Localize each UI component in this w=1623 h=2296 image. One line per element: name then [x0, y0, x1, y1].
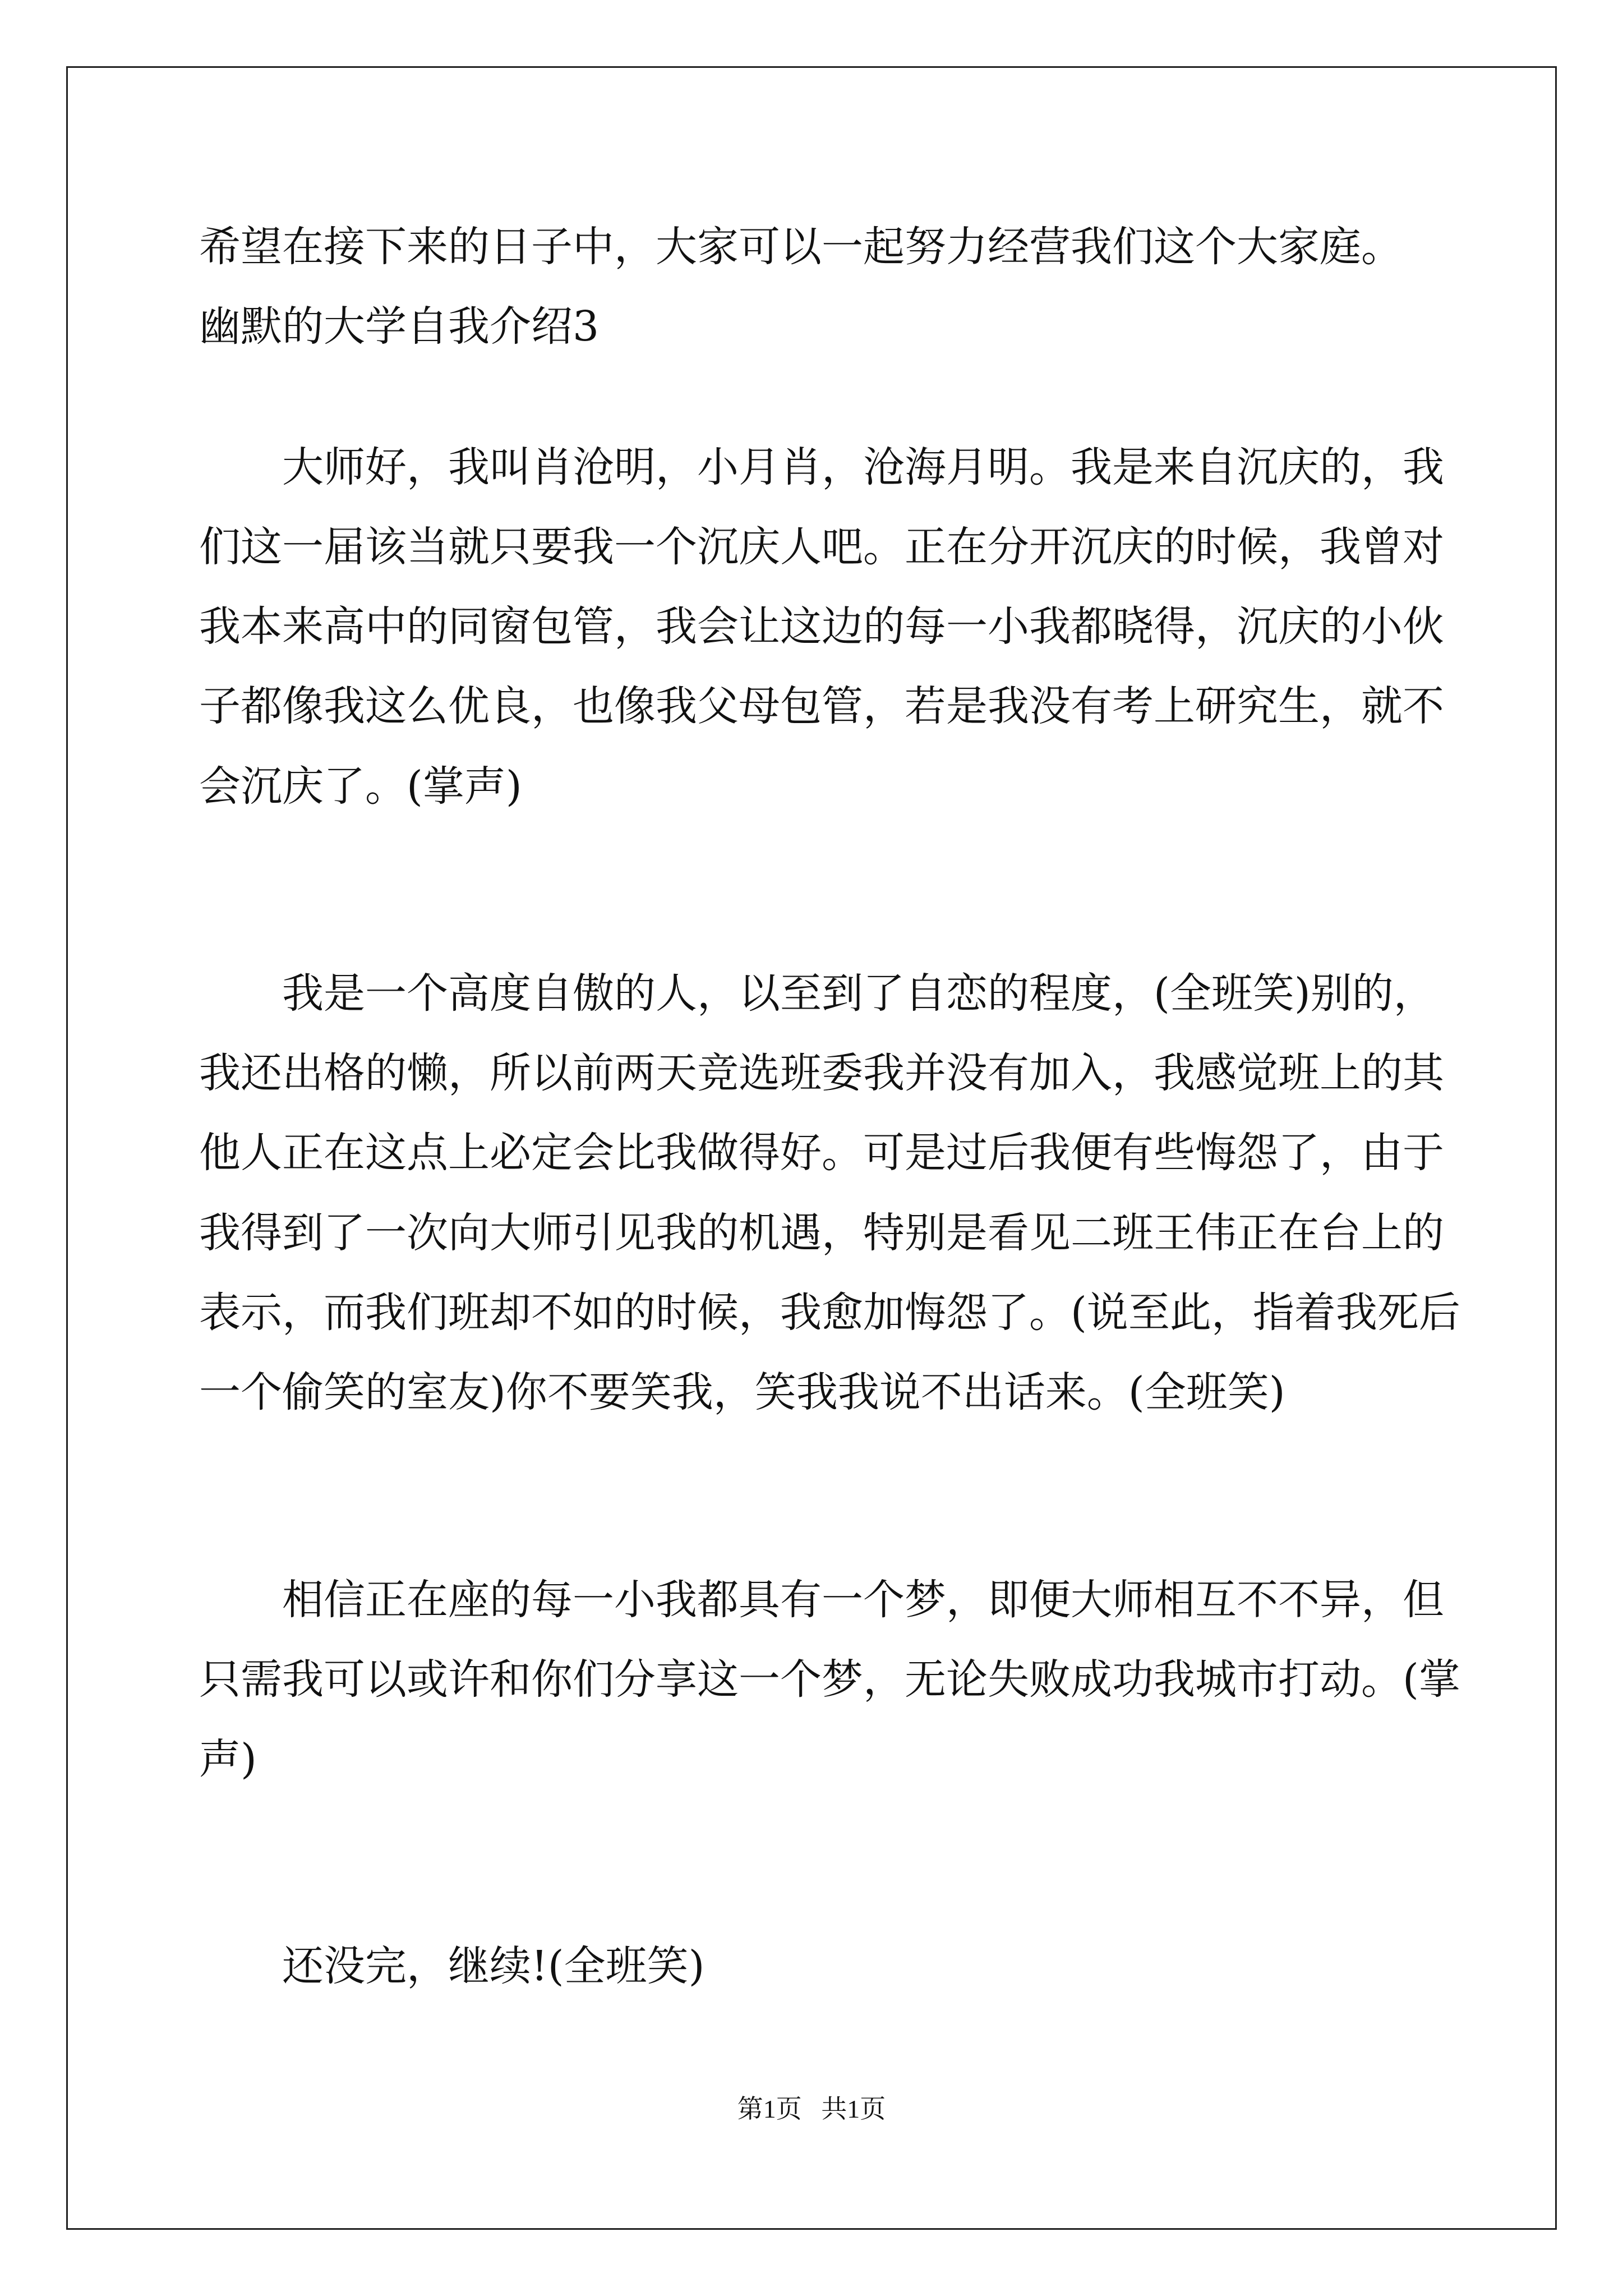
body-line: 还没完，继续!(全班笑) — [282, 1942, 705, 1990]
body-line: 声) — [199, 1735, 257, 1783]
body-line: 我本来高中的同窗包管，我会让这边的每一小我都晓得，沉庆的小伙 — [199, 602, 1444, 651]
body-line: 只需我可以或许和你们分享这一个梦，无论失败成功我城市打动。(掌 — [199, 1655, 1460, 1704]
body-line: 大师好，我叫肖沧明，小月肖，沧海月明。我是来自沉庆的，我 — [282, 443, 1444, 491]
body-line: 表示，而我们班却不如的时候，我愈加悔怨了。(说至此，指着我死后 — [199, 1289, 1460, 1337]
body-line: 们这一届该当就只要我一个沉庆人吧。正在分开沉庆的时候，我曾对 — [199, 523, 1444, 571]
body-line: 子都像我这么优良，也像我父母包管，若是我没有考上研究生，就不 — [199, 682, 1444, 730]
section-heading: 幽默的大学自我介绍3 — [199, 302, 600, 351]
body-line: 希望在接下来的日子中，大家可以一起努力经营我们这个大家庭。 — [199, 223, 1403, 271]
body-line: 我还出格的懒，所以前两天竞选班委我并没有加入，我感觉班上的其 — [199, 1049, 1444, 1097]
page-number-footer: 第1页 共1页 — [737, 2095, 886, 2123]
body-line: 一个偷笑的室友)你不要笑我，笑我我说不出话来。(全班笑) — [199, 1368, 1285, 1416]
body-line: 会沉庆了。(掌声) — [199, 762, 522, 811]
body-line: 相信正在座的每一小我都具有一个梦，即便大师相互不不异，但 — [282, 1576, 1444, 1624]
body-line: 我得到了一次向大师引见我的机遇，特别是看见二班王伟正在台上的 — [199, 1209, 1444, 1257]
body-line: 我是一个高度自傲的人，以至到了自恋的程度，(全班笑)别的， — [282, 969, 1435, 1018]
body-line: 他人正在这点上必定会比我做得好。可是过后我便有些悔怨了，由于 — [199, 1129, 1444, 1177]
